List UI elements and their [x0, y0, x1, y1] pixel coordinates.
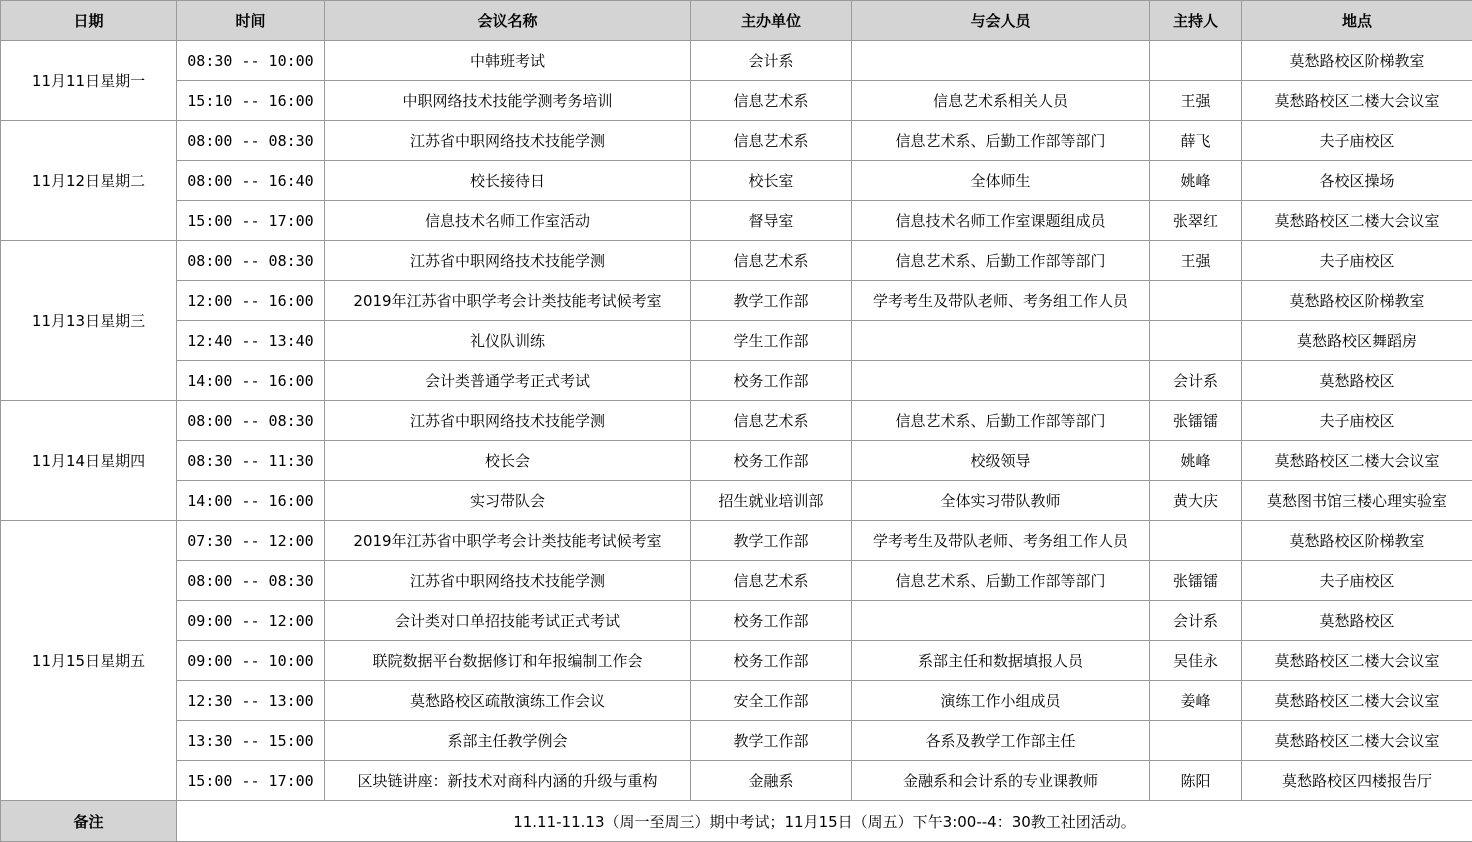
location-cell: 莫愁路校区二楼大会议室	[1242, 681, 1472, 721]
organizer-cell: 教学工作部	[691, 521, 852, 561]
table-row	[1, 481, 1472, 521]
meeting-name-cell: 会计类对口单招技能考试正式考试	[325, 601, 691, 641]
organizer-cell: 学生工作部	[691, 321, 852, 361]
organizer-cell: 安全工作部	[691, 681, 852, 721]
table-row	[1, 601, 1472, 641]
meeting-name-cell: 江苏省中职网络技术技能学测	[325, 241, 691, 281]
schedule-body	[1, 41, 1472, 801]
organizer-cell: 会计系	[691, 41, 852, 81]
host-cell: 吴佳永	[1150, 641, 1242, 681]
header-location: 地点	[1242, 1, 1472, 41]
header-meeting-name: 会议名称	[325, 1, 691, 41]
location-cell: 莫愁路校区舞蹈房	[1242, 321, 1472, 361]
meeting-name-cell: 江苏省中职网络技术技能学测	[325, 121, 691, 161]
location-cell: 夫子庙校区	[1242, 401, 1472, 441]
meeting-name-cell: 江苏省中职网络技术技能学测	[325, 401, 691, 441]
attendees-cell: 全体师生	[852, 161, 1150, 201]
location-cell: 莫愁路校区二楼大会议室	[1242, 81, 1472, 121]
table-row	[1, 321, 1472, 361]
organizer-cell: 信息艺术系	[691, 121, 852, 161]
remark-text: 11.11-11.13（周一至周三）期中考试；11月15日（周五）下午3:00--4：30教工社团活动。	[177, 801, 1472, 842]
time-cell: 12:00 -- 16:00	[177, 281, 325, 321]
host-cell: 张镭镭	[1150, 401, 1242, 441]
attendees-cell: 全体实习带队教师	[852, 481, 1150, 521]
location-cell: 莫愁路校区四楼报告厅	[1242, 761, 1472, 801]
meeting-name-cell: 区块链讲座：新技术对商科内涵的升级与重构	[325, 761, 691, 801]
time-cell: 08:00 -- 08:30	[177, 401, 325, 441]
date-cell: 11月12日星期二	[1, 121, 177, 241]
organizer-cell: 校长室	[691, 161, 852, 201]
table-row	[1, 401, 1472, 441]
header-row	[1, 1, 1472, 41]
organizer-cell: 校务工作部	[691, 641, 852, 681]
time-cell: 14:00 -- 16:00	[177, 361, 325, 401]
location-cell: 莫愁路校区阶梯教室	[1242, 521, 1472, 561]
location-cell: 莫愁路校区	[1242, 601, 1472, 641]
organizer-cell: 教学工作部	[691, 281, 852, 321]
table-row	[1, 81, 1472, 121]
host-cell: 黄大庆	[1150, 481, 1242, 521]
table-row	[1, 41, 1472, 81]
organizer-cell: 金融系	[691, 761, 852, 801]
date-cell: 11月14日星期四	[1, 401, 177, 521]
table-row	[1, 561, 1472, 601]
time-cell: 09:00 -- 12:00	[177, 601, 325, 641]
remark-label: 备注	[1, 801, 177, 842]
organizer-cell: 教学工作部	[691, 721, 852, 761]
time-cell: 13:30 -- 15:00	[177, 721, 325, 761]
attendees-cell: 学考考生及带队老师、考务组工作人员	[852, 281, 1150, 321]
location-cell: 莫愁路校区二楼大会议室	[1242, 441, 1472, 481]
header-time: 时间	[177, 1, 325, 41]
header-date: 日期	[1, 1, 177, 41]
attendees-cell: 信息艺术系、后勤工作部等部门	[852, 241, 1150, 281]
meeting-name-cell: 中韩班考试	[325, 41, 691, 81]
meeting-name-cell: 系部主任教学例会	[325, 721, 691, 761]
organizer-cell: 校务工作部	[691, 441, 852, 481]
date-cell: 11月15日星期五	[1, 521, 177, 801]
table-row	[1, 201, 1472, 241]
table-row	[1, 361, 1472, 401]
meeting-name-cell: 校长接待日	[325, 161, 691, 201]
attendees-cell	[852, 321, 1150, 361]
attendees-cell: 校级领导	[852, 441, 1150, 481]
attendees-cell: 系部主任和数据填报人员	[852, 641, 1150, 681]
time-cell: 15:00 -- 17:00	[177, 761, 325, 801]
host-cell	[1150, 281, 1242, 321]
time-cell: 07:30 -- 12:00	[177, 521, 325, 561]
attendees-cell: 金融系和会计系的专业课教师	[852, 761, 1150, 801]
meeting-name-cell: 实习带队会	[325, 481, 691, 521]
location-cell: 各校区操场	[1242, 161, 1472, 201]
meeting-name-cell: 2019年江苏省中职学考会计类技能考试候考室	[325, 521, 691, 561]
time-cell: 08:00 -- 08:30	[177, 561, 325, 601]
organizer-cell: 校务工作部	[691, 601, 852, 641]
host-cell: 王强	[1150, 81, 1242, 121]
attendees-cell	[852, 41, 1150, 81]
location-cell: 莫愁路校区二楼大会议室	[1242, 201, 1472, 241]
attendees-cell: 信息技术名师工作室课题组成员	[852, 201, 1150, 241]
table-row	[1, 161, 1472, 201]
table-row	[1, 641, 1472, 681]
time-cell: 08:00 -- 16:40	[177, 161, 325, 201]
table-row	[1, 681, 1472, 721]
host-cell: 王强	[1150, 241, 1242, 281]
attendees-cell: 信息艺术系、后勤工作部等部门	[852, 401, 1150, 441]
table-row	[1, 121, 1472, 161]
header-organizer: 主办单位	[691, 1, 852, 41]
location-cell: 莫愁路校区阶梯教室	[1242, 41, 1472, 81]
meeting-name-cell: 联院数据平台数据修订和年报编制工作会	[325, 641, 691, 681]
location-cell: 莫愁路校区	[1242, 361, 1472, 401]
location-cell: 夫子庙校区	[1242, 241, 1472, 281]
attendees-cell	[852, 361, 1150, 401]
host-cell	[1150, 41, 1242, 81]
host-cell: 姜峰	[1150, 681, 1242, 721]
meeting-name-cell: 校长会	[325, 441, 691, 481]
organizer-cell: 校务工作部	[691, 361, 852, 401]
attendees-cell	[852, 601, 1150, 641]
location-cell: 莫愁路校区二楼大会议室	[1242, 721, 1472, 761]
organizer-cell: 信息艺术系	[691, 81, 852, 121]
meeting-name-cell: 莫愁路校区疏散演练工作会议	[325, 681, 691, 721]
time-cell: 08:00 -- 08:30	[177, 241, 325, 281]
host-cell	[1150, 721, 1242, 761]
table-row	[1, 441, 1472, 481]
organizer-cell: 信息艺术系	[691, 561, 852, 601]
host-cell: 会计系	[1150, 361, 1242, 401]
table-row	[1, 721, 1472, 761]
organizer-cell: 信息艺术系	[691, 401, 852, 441]
time-cell: 12:40 -- 13:40	[177, 321, 325, 361]
host-cell: 张翠红	[1150, 201, 1242, 241]
host-cell: 姚峰	[1150, 161, 1242, 201]
location-cell: 莫愁图书馆三楼心理实验室	[1242, 481, 1472, 521]
attendees-cell: 信息艺术系、后勤工作部等部门	[852, 121, 1150, 161]
meeting-name-cell: 中职网络技术技能学测考务培训	[325, 81, 691, 121]
host-cell	[1150, 521, 1242, 561]
header-host: 主持人	[1150, 1, 1242, 41]
time-cell: 15:00 -- 17:00	[177, 201, 325, 241]
attendees-cell: 各系及教学工作部主任	[852, 721, 1150, 761]
location-cell: 夫子庙校区	[1242, 121, 1472, 161]
meeting-name-cell: 2019年江苏省中职学考会计类技能考试候考室	[325, 281, 691, 321]
meeting-name-cell: 江苏省中职网络技术技能学测	[325, 561, 691, 601]
date-cell: 11月11日星期一	[1, 41, 177, 121]
time-cell: 14:00 -- 16:00	[177, 481, 325, 521]
host-cell: 会计系	[1150, 601, 1242, 641]
table-row	[1, 241, 1472, 281]
host-cell: 薛飞	[1150, 121, 1242, 161]
header-attendees: 与会人员	[852, 1, 1150, 41]
time-cell: 08:30 -- 11:30	[177, 441, 325, 481]
host-cell: 姚峰	[1150, 441, 1242, 481]
meeting-name-cell: 信息技术名师工作室活动	[325, 201, 691, 241]
attendees-cell: 信息艺术系、后勤工作部等部门	[852, 561, 1150, 601]
date-cell: 11月13日星期三	[1, 241, 177, 401]
meeting-name-cell: 礼仪队训练	[325, 321, 691, 361]
time-cell: 12:30 -- 13:00	[177, 681, 325, 721]
attendees-cell: 信息艺术系相关人员	[852, 81, 1150, 121]
table-row	[1, 521, 1472, 561]
time-cell: 15:10 -- 16:00	[177, 81, 325, 121]
attendees-cell: 演练工作小组成员	[852, 681, 1150, 721]
time-cell: 09:00 -- 10:00	[177, 641, 325, 681]
time-cell: 08:00 -- 08:30	[177, 121, 325, 161]
host-cell: 陈阳	[1150, 761, 1242, 801]
table-row	[1, 281, 1472, 321]
attendees-cell: 学考考生及带队老师、考务组工作人员	[852, 521, 1150, 561]
organizer-cell: 信息艺术系	[691, 241, 852, 281]
host-cell: 张镭镭	[1150, 561, 1242, 601]
remark-row	[1, 801, 1472, 842]
table-row	[1, 761, 1472, 801]
organizer-cell: 督导室	[691, 201, 852, 241]
meeting-name-cell: 会计类普通学考正式考试	[325, 361, 691, 401]
organizer-cell: 招生就业培训部	[691, 481, 852, 521]
time-cell: 08:30 -- 10:00	[177, 41, 325, 81]
location-cell: 莫愁路校区二楼大会议室	[1242, 641, 1472, 681]
host-cell	[1150, 321, 1242, 361]
location-cell: 夫子庙校区	[1242, 561, 1472, 601]
location-cell: 莫愁路校区阶梯教室	[1242, 281, 1472, 321]
